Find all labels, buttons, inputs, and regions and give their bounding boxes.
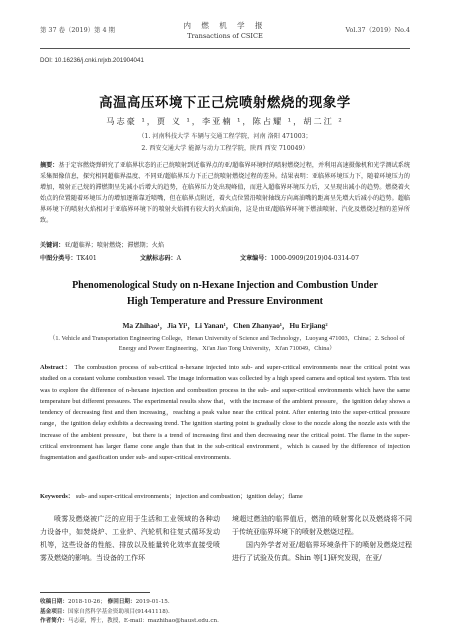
body-paragraph: 喷雾及燃烧被广泛的应用于生活和工业领域的各种动力设备中，如焚烧炉、工业炉、汽轮机和往复式循环发动机等，这些设备的性能、排放以及能量转化效率直接受喷雾及燃烧的影响。当设备的工作环 [40,515,220,562]
clc-number: 中图分类号：TK401 [40,255,97,262]
body-paragraph: 国内外学者对亚/超临界环境条件下的喷射及燃烧过程进行了试验及仿真。Shin 等[1]研究发现，在亚/ [232,541,412,562]
authors-cn: 马志豪 ¹，贾 义 ¹，李亚楠 ¹，陈占耀 ¹，胡二江 ² [106,116,344,126]
paper-title-en-line1: Phenomenological Study on n-Hexane Injection and Combustion Under [72,280,378,291]
journal-name-en: Transactions of CSICE [187,32,263,40]
keywords-en-label: Keywords： [40,493,75,500]
keywords-en [40,491,410,500]
keywords-cn [40,240,410,249]
affiliations-en: （1. Vehicle and Transportation Engineering College，Henan University of Science and Technology，Luoyang 471003，China；2. School of Energy and Power Engineering，Xi'an Jiao Tong University，Xi'an 710049，China） [49,335,405,352]
footnote-divider [40,592,150,593]
body-paragraph: 境超过燃油的临界值后，燃油的喷射雾化以及燃烧将不同于传统亚临界环境下的喷射及燃烧过程。 [232,515,412,536]
abstract-cn-text: 基于定容燃烧弹研究了亚临界状态的正己烷喷射到近临界点的亚/超临界环境时的喷射燃烧过程，并利用高速摄像机和光学测试系统采集图像信息，探究相同超临界温度、不同亚/超临界压力下正己烷喷射燃烧过程的差异。结果表明：亚临界环境压力下，随着环境压力的增加，喷射正己烷的滞燃期呈先减小后增大的趋势，在临界压力处出现峰值，而进入超临界环境压力后，又呈现出减小的趋势。燃烧着火始点的位置随着环境压力的增加逐渐靠近喷嘴，但在临界点附近，着火点位置沿喷射轴线方向离油嘴的距离呈先增大后减小的趋势。超临界环境下的喷射火焰相对于亚临界环境下的喷射火焰拥有较大的火焰面角，这是由亚/超临界环境下燃油喷射、汽化及燃烧过程的差异所致。 [40,162,410,224]
abstract-cn-label: 摘要： [40,162,59,169]
abstract-en-text: The combustion process of sub-critical n-hexane injected into sub- and super-critical environments near the critical point was studied on a constant volume combustion vessel. The image information was collected by a high speed camera and optical test system. This test was to explore the difference of n-hexane injection and combustion process in the sub- and super-critical environments which have the same temperature but different pressures. The experimental results show that，with the increase of the ambient pressure，the ignition delay shows a tendency of decreasing first and then increasing，reaching a peak value near the critical point. After entering into the super-critical pressure range，the ignition delay exhibits a decreasing trend. The ignition starting point is gradually close to the nozzle along the nozzle axis with the increase of the ambient pressure，but there is a trend of increasing first and then decreasing near the critical point. The flame in the super-critical environment has larger flame cone angle than that in the sub-critical environment，which is caused by the difference of injection fragmentation and gasification under sub- and super-critical environments. [40,364,411,462]
abstract-en-label: Abstract： [40,364,73,371]
paper-title-cn: 高温高压环境下正己烷喷射燃烧的现象学 [99,95,351,111]
affiliation-cn-1: （1. 河南科技大学 车辆与交通工程学院，河南 洛阳 471003； [138,133,312,140]
document-code: 文献标志码：A [140,255,181,262]
volume-issue-cn: 第 37 卷（2019）第 4 期 [40,26,115,34]
body-column-left [40,513,220,565]
keywords-en-text: sub- and super-critical environments；injection and combustion；ignition delay；flame [75,493,303,500]
running-header [0,0,450,44]
journal-name-cn: 内 燃 机 学 报 [183,21,267,30]
abstract-cn [40,160,410,226]
keywords-cn-label: 关键词： [40,242,65,249]
footnote-dates: 收稿日期：2018-10-26； 修回日期：2019-01-15. [40,599,170,605]
footnote-fund: 基金项目：国家自然科学基金资助项目(91441118). [40,608,170,615]
footnote-author: 作者简介：马志豪，博士，教授，E-mail：mazhihao@haust.edu.cn. [40,618,219,624]
affiliation-cn-2: 2. 西安交通大学 能源与动力工程学院，陕西 西安 710049） [141,145,309,152]
authors-en: Ma Zhihao¹，Jia Yi¹，Li Yanan¹，Chen Zhanyao¹，Hu Erjiang² [122,321,328,330]
article-number: 文章编号：1000-0909(2019)04-0314-07 [240,255,359,262]
footnotes [40,598,410,627]
body-column-right [232,513,412,565]
abstract-en [40,362,410,464]
paper-title-en-line2: High Temperature and Pressure Environment [127,296,323,307]
volume-issue-en: Vol.37（2019）No.4 [345,26,410,34]
doi[interactable]: DOI: 10.16236/j.cnki.nrjxb.201904041 [40,57,144,64]
header-divider [40,48,410,49]
keywords-cn-text: 亚/超临界；喷射燃烧；滞燃期；火焰 [64,242,164,249]
paper-title-en [40,278,410,310]
